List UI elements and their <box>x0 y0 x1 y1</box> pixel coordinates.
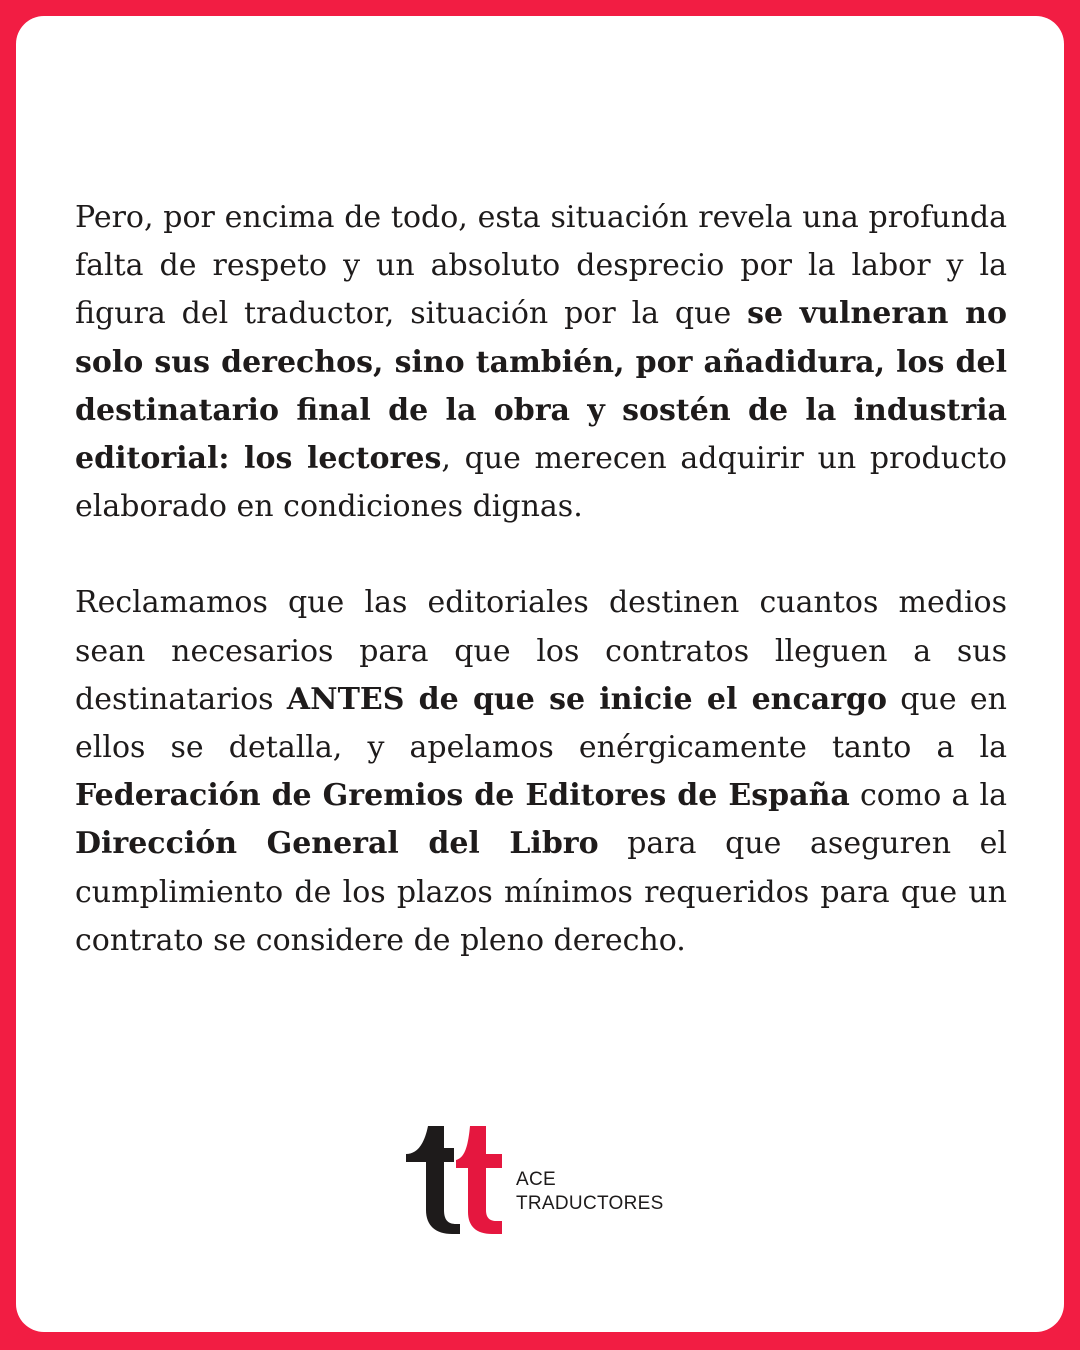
logo-dark-t <box>406 1126 460 1234</box>
paragraph-2-text-4: para que aseguren el cumplimiento de los plazos mínimos requeridos para que un contrato se considere de pleno derecho. <box>75 826 1007 958</box>
logo-text-ace: ACE <box>516 1169 556 1190</box>
paragraph-1-bold-1: se vulneran no solo sus derechos, sino también, por añadidura, los del destinatario final de la obra y sostén de la industria editorial: los lectores <box>75 296 1007 477</box>
logo-text-traductores: TRADUCTORES <box>516 1193 664 1214</box>
statement-text <box>75 194 1007 965</box>
logo-wordmark <box>516 1168 664 1216</box>
tt-logo-icon <box>404 1124 508 1236</box>
paragraph-2-text-2: que en ellos se detalla, y apelamos enérgicamente tanto a la <box>75 681 1007 766</box>
logo-red-t <box>456 1126 502 1234</box>
paragraph-2 <box>75 579 1007 965</box>
paragraph-1 <box>75 194 1007 531</box>
paragraph-2-text-3: como a la <box>849 778 1007 814</box>
paragraph-1-text-1: Pero, por encima de todo, esta situación revela una profunda falta de respeto y un absoluto desprecio por la labor y la figura del traductor, situación por la que <box>75 200 1007 332</box>
paragraph-2-bold-1: ANTES de que se inicie el encargo <box>286 681 887 717</box>
paragraph-2-bold-2: Federación de Gremios de Editores de España <box>75 778 850 814</box>
ace-traductores-logo <box>404 1124 704 1240</box>
paragraph-2-bold-3: Dirección General del Libro <box>75 826 599 862</box>
paragraph-1-text-2: , que merecen adquirir un producto elaborado en condiciones dignas. <box>75 441 1007 525</box>
paragraph-2-text-1: Reclamamos que las editoriales destinen cuantos medios sean necesarios para que los contratos lleguen a sus destinatarios <box>75 585 1007 717</box>
